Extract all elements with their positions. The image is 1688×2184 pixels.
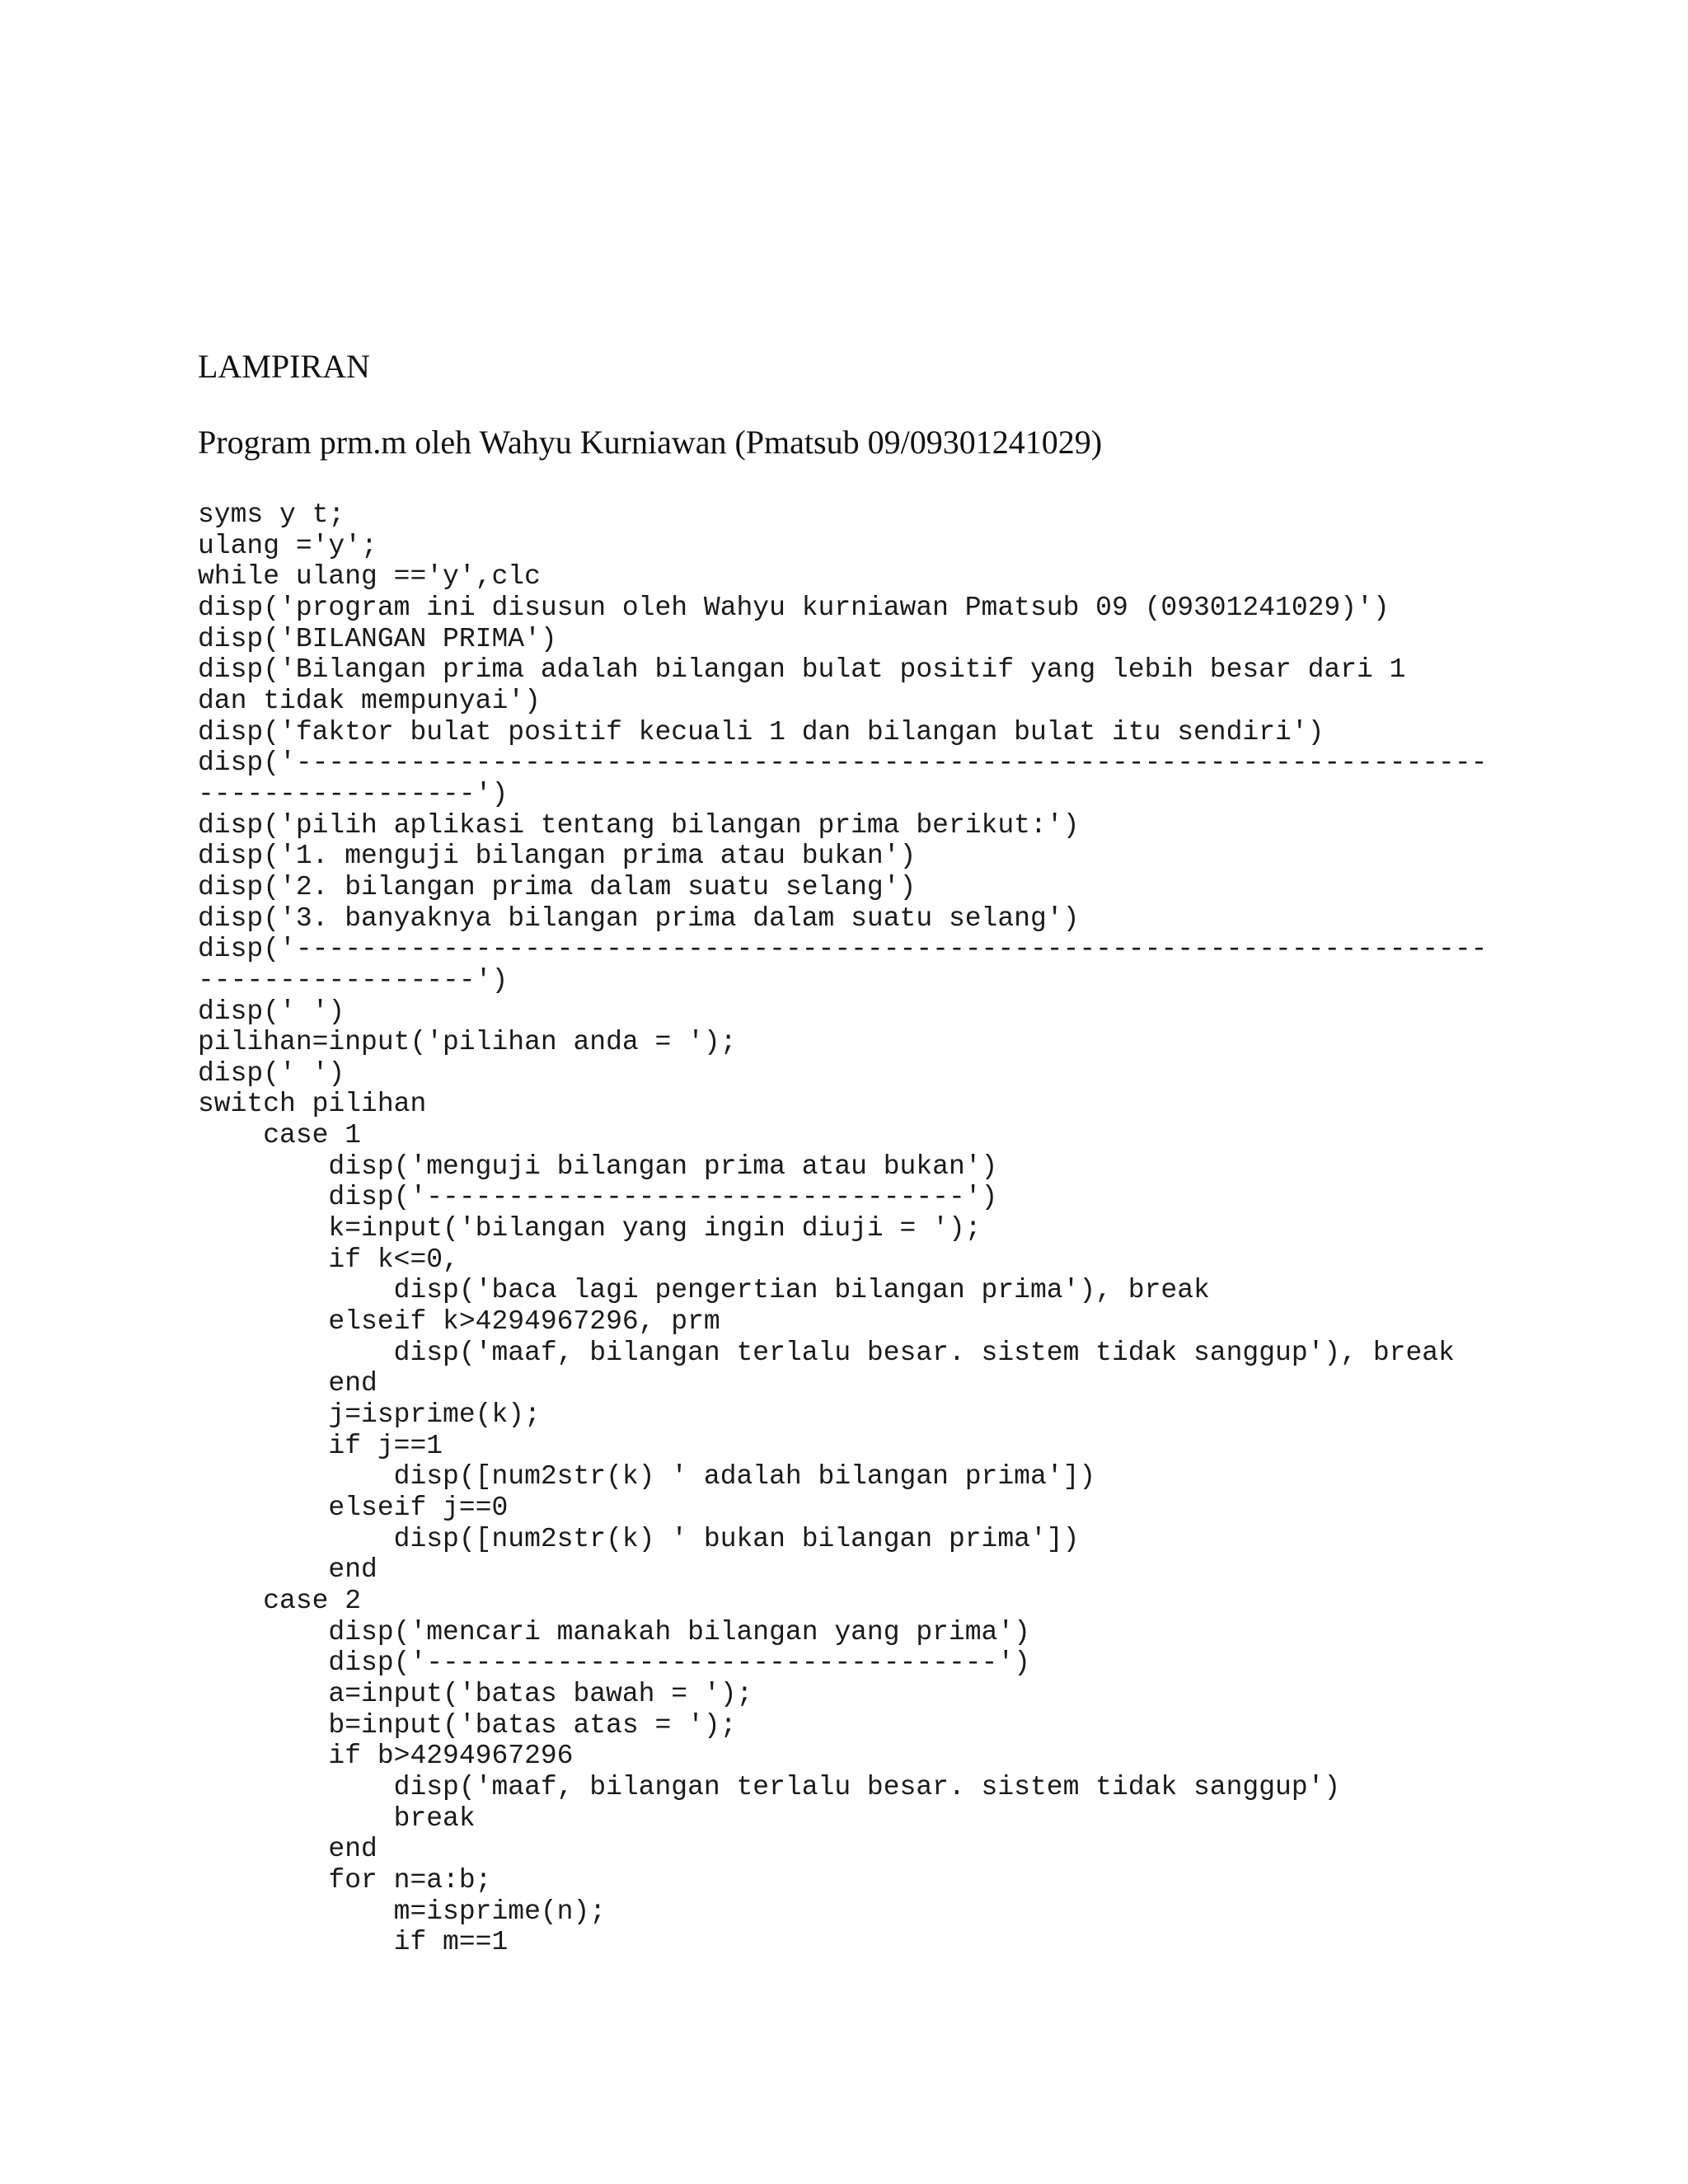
code-line: disp('BILANGAN PRIMA') <box>198 623 557 654</box>
code-line: disp('------------------------------------------------------------------------- <box>198 748 1488 779</box>
code-listing <box>198 499 1487 1958</box>
code-line: -----------------') <box>198 964 509 996</box>
code-line: disp('mencari manakah bilangan yang prima') <box>198 1616 1030 1647</box>
code-line: disp([num2str(k) ' adalah bilangan prima']) <box>198 1461 1096 1493</box>
code-line: disp('Bilangan prima adalah bilangan bulat positif yang lebih besar dari 1 <box>198 654 1406 686</box>
code-line: a=input('batas bawah = '); <box>198 1678 753 1709</box>
code-line: end <box>198 1834 377 1865</box>
code-line: if b>4294967296 <box>198 1741 574 1772</box>
code-line: elseif j==0 <box>198 1493 509 1523</box>
code-line: if m==1 <box>198 1927 509 1958</box>
code-line: case 1 <box>198 1120 362 1151</box>
code-line: dan tidak mempunyai') <box>198 685 541 716</box>
code-line: for n=a:b; <box>198 1864 492 1896</box>
code-line: j=isprime(k); <box>198 1399 541 1431</box>
code-line: m=isprime(n); <box>198 1896 607 1927</box>
code-line: disp('faktor bulat positif kecuali 1 dan bilangan bulat itu sendiri') <box>198 716 1325 748</box>
code-line: if j==1 <box>198 1430 443 1461</box>
code-line: disp([num2str(k) ' bukan bilangan prima']) <box>198 1523 1080 1554</box>
code-line: disp('pilih aplikasi tentang bilangan prima berikut:') <box>198 809 1080 841</box>
code-line: disp('3. banyaknya bilangan prima dalam suatu selang') <box>198 902 1080 934</box>
document-subtitle: Program prm.m oleh Wahyu Kurniawan (Pmatsub 09/09301241029) <box>198 424 1103 461</box>
code-line: disp(' ') <box>198 1057 345 1089</box>
code-line: if k<=0, <box>198 1244 459 1275</box>
code-line: disp('maaf, bilangan terlalu besar. sistem tidak sanggup'), break <box>198 1337 1455 1368</box>
code-line: disp('maaf, bilangan terlalu besar. sistem tidak sanggup') <box>198 1771 1341 1802</box>
code-line: disp('-----------------------------------') <box>198 1647 1030 1679</box>
code-line: b=input('batas atas = '); <box>198 1709 737 1741</box>
document-title: LAMPIRAN <box>198 348 370 385</box>
code-line: case 2 <box>198 1585 362 1616</box>
code-line: disp('baca lagi pengertian bilangan prima'), break <box>198 1275 1210 1306</box>
code-line: pilihan=input('pilihan anda = '); <box>198 1027 737 1058</box>
code-line: disp('menguji bilangan prima atau bukan') <box>198 1151 998 1182</box>
code-line: break <box>198 1802 476 1834</box>
code-line: disp('------------------------------------------------------------------------- <box>198 934 1488 965</box>
code-line: disp('2. bilangan prima dalam suatu selang') <box>198 871 917 902</box>
code-line: syms y t; <box>198 499 345 530</box>
code-line: disp('---------------------------------') <box>198 1182 998 1213</box>
code-line: elseif k>4294967296, prm <box>198 1306 720 1338</box>
code-line: end <box>198 1554 377 1586</box>
code-line: k=input('bilangan yang ingin diuji = '); <box>198 1213 982 1244</box>
code-line: disp('program ini disusun oleh Wahyu kurniawan Pmatsub 09 (09301241029)') <box>198 592 1390 623</box>
code-line: ulang ='y'; <box>198 530 377 561</box>
code-line: end <box>198 1368 377 1399</box>
code-line: disp(' ') <box>198 996 345 1027</box>
code-line: -----------------') <box>198 778 509 809</box>
code-line: disp('1. menguji bilangan prima atau bukan') <box>198 841 917 872</box>
code-line: while ulang =='y',clc <box>198 561 541 593</box>
code-line: switch pilihan <box>198 1089 427 1120</box>
